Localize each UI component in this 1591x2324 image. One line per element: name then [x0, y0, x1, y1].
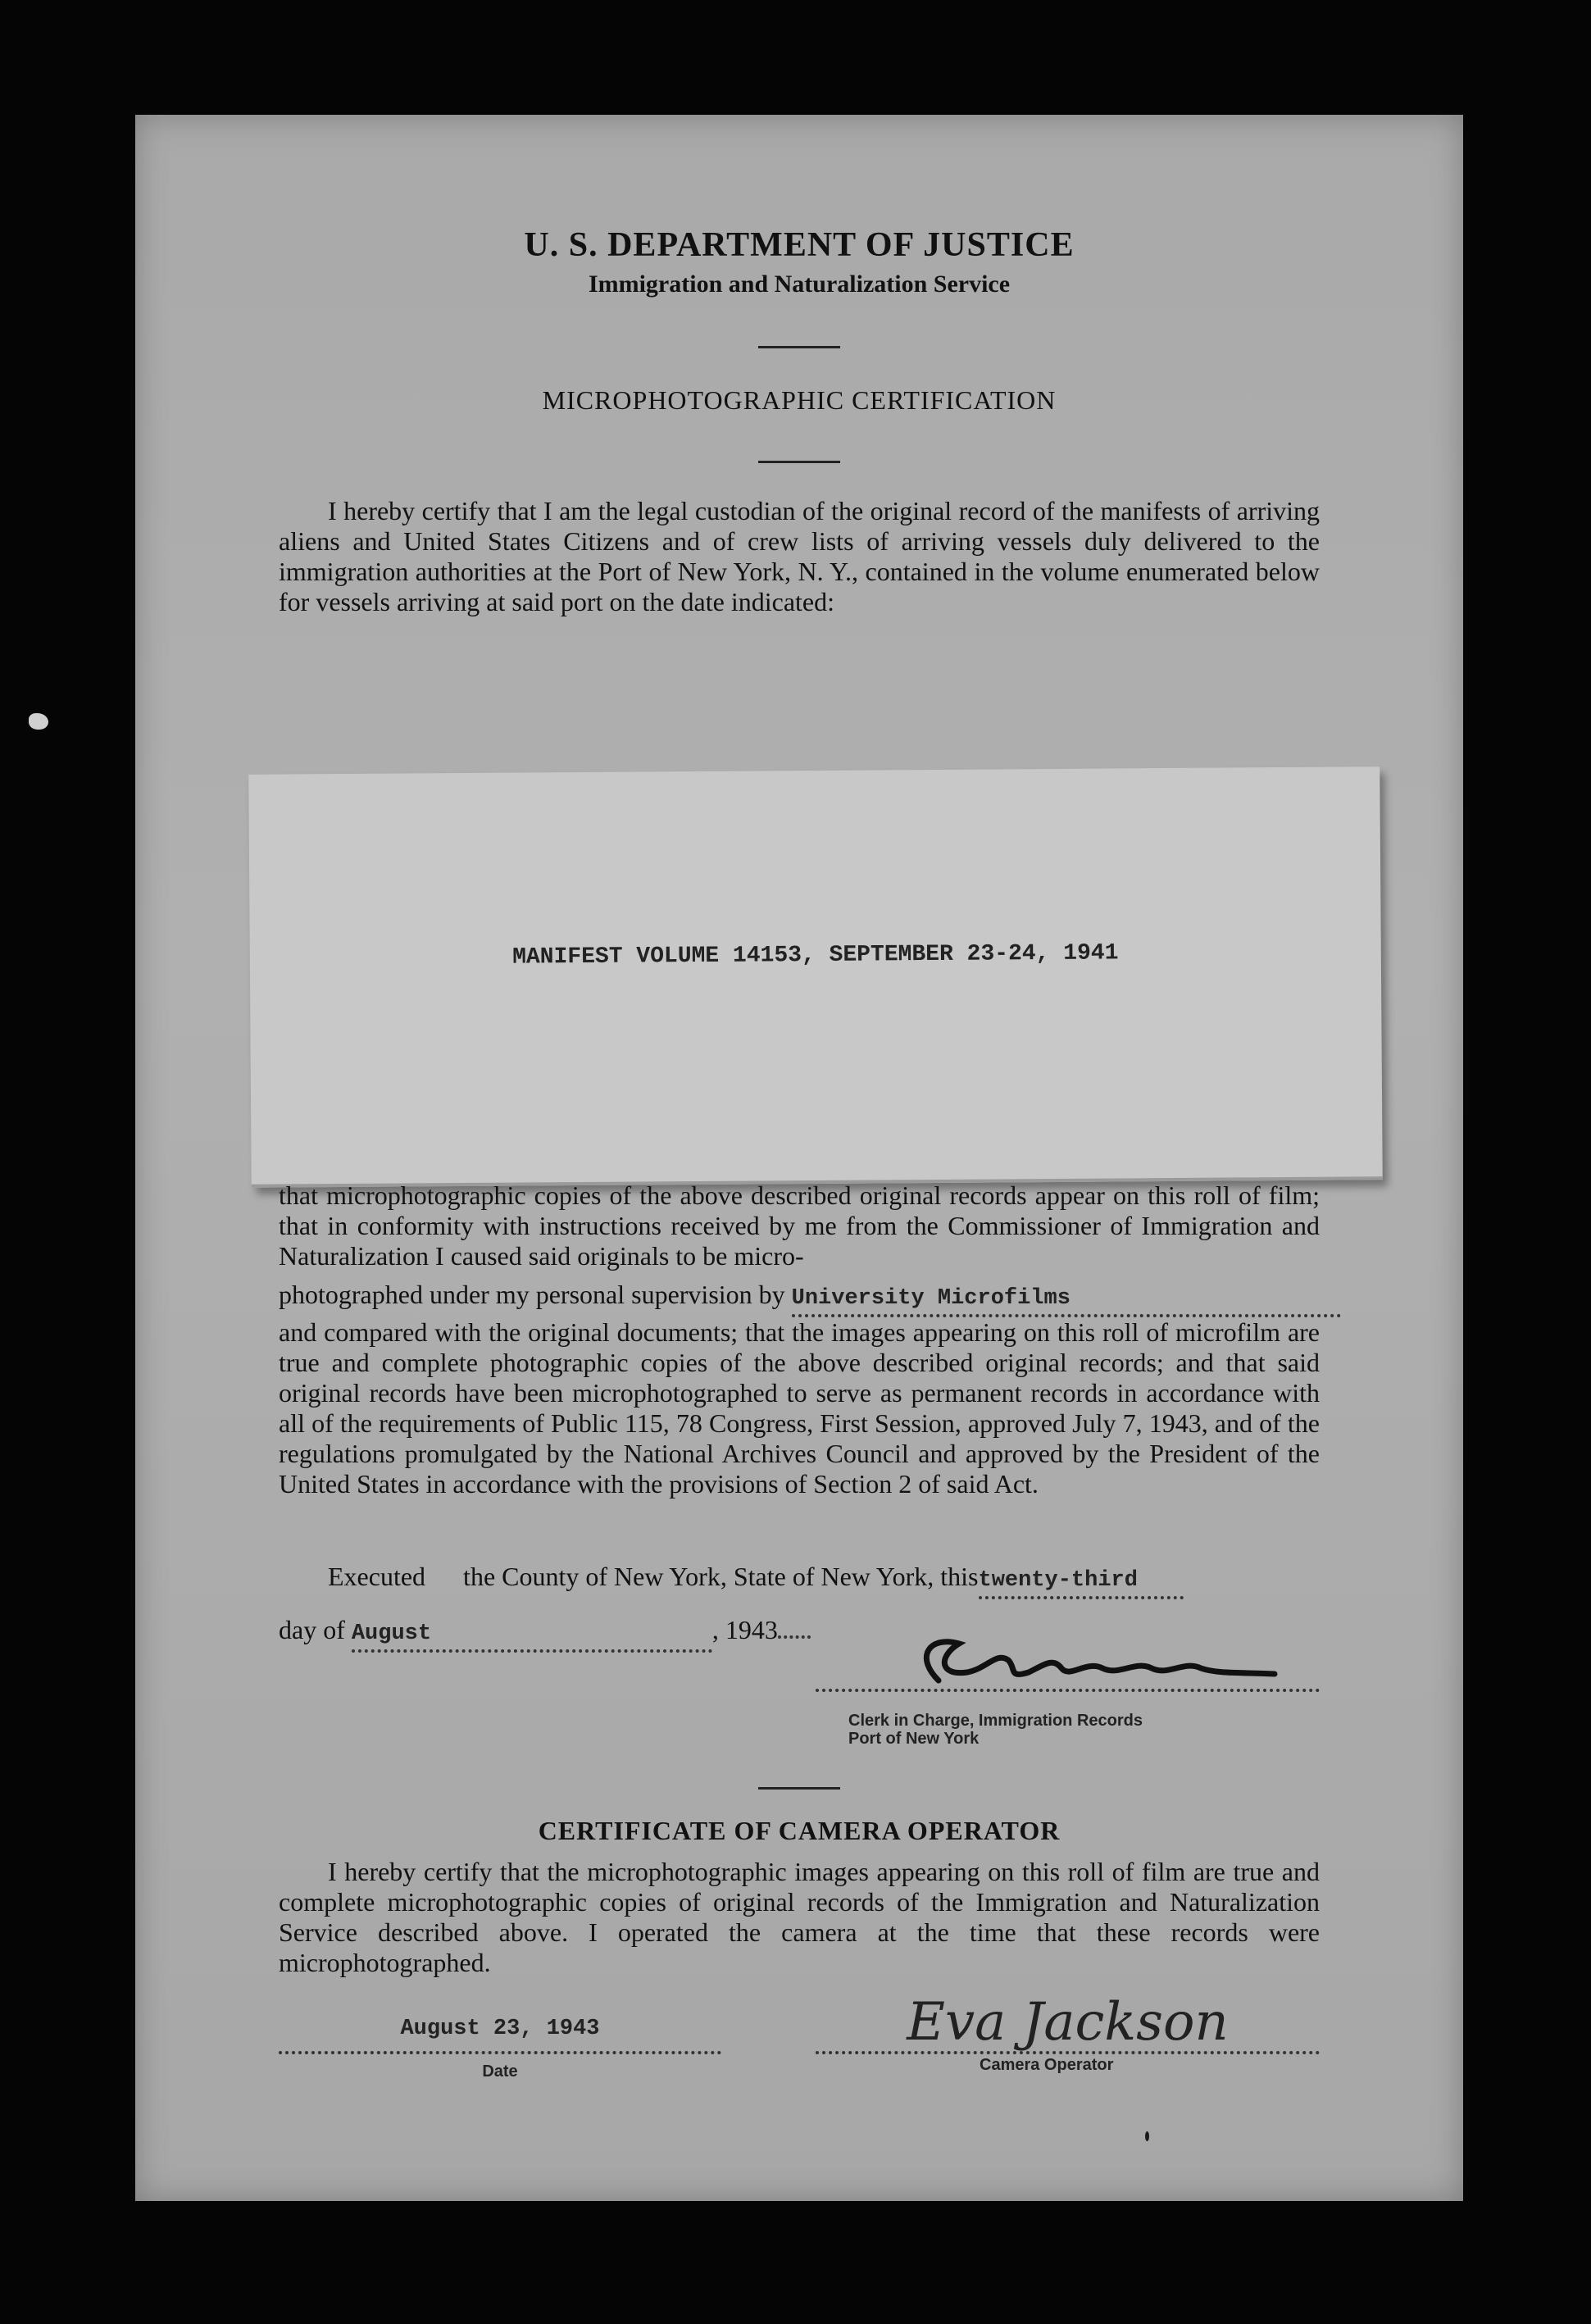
clerk-signature-line: [816, 1623, 1320, 1692]
day-value: twenty-third: [978, 1568, 1138, 1593]
divider-rule: [758, 1787, 840, 1790]
camera-certificate-paragraph: I hereby certify that the microphotographic images appearing on this roll of film are true and complete microphotographic copies of original records of the Immigration and Naturalization Service described above. I operated the camera at the time that these records were microphotographed.: [279, 1857, 1320, 1977]
month-value: August: [351, 1621, 432, 1646]
speck-mark: [1145, 2131, 1149, 2141]
clerk-title: Clerk in Charge, Immigration Records: [848, 1712, 1143, 1730]
month-field: [352, 1615, 712, 1653]
operator-signature-field: [816, 1994, 1320, 2054]
clerk-port: Port of New York: [848, 1730, 980, 1748]
clerk-signature: [816, 1623, 1320, 1689]
divider-rule: [758, 346, 840, 348]
body-paragraph: [279, 1180, 1320, 1499]
body-paragraph-b: and compared with the original documents; that the images appearing on this roll of microfilm are true and complete photographic copies of the above described original records; and that said original records have been microphotographed to serve as permanent records in accordance with all of the requirements of Public 115, 78 Congress, First Session, approved July 7, 1943, and of the regulations promulgated by the National Archives Council and approved by the President of the United States in accordance with the provisions of Section 2 of said Act.: [279, 1317, 1320, 1499]
service-subheading: Immigration and Naturalization Service: [588, 271, 1011, 298]
operator-signature: Eva Jackson: [907, 1992, 1229, 2053]
executed-prefix: Executed: [328, 1562, 426, 1591]
camera-certificate-title: CERTIFICATE OF CAMERA OPERATOR: [538, 1816, 1061, 1845]
day-field: [979, 1562, 1184, 1599]
date-label: Date: [482, 2062, 518, 2081]
executed-middle: the County of New York, State of New York, this: [463, 1562, 979, 1591]
manifest-insert-card: [248, 766, 1382, 1188]
operator-label: Camera Operator: [980, 2056, 1114, 2074]
executed-line: [328, 1562, 1320, 1599]
certification-title: MICROPHOTOGRAPHIC CERTIFICATION: [542, 385, 1057, 415]
manifest-volume-text: MANIFEST VOLUME 14153, SEPTEMBER 23-24, 1941: [512, 940, 1119, 971]
body-paragraph-a: that microphotographic copies of the above described original records appear on this roll of film; that in conformity with instructions received by me from the Commissioner of Immigration and Naturalization I caused said originals to be micro-: [279, 1180, 1320, 1271]
date-value: August 23, 1943: [400, 2017, 600, 2041]
certificate-sheet: [135, 115, 1463, 2201]
supervision-prefix: photographed under my personal supervision by: [279, 1280, 785, 1309]
supervisor-value: University Microfilms: [791, 1286, 1071, 1311]
film-dust-speck: [29, 713, 48, 730]
supervision-line: [279, 1280, 1320, 1317]
clerk-caption: [848, 1712, 1143, 1748]
divider-rule: [758, 461, 840, 463]
intro-paragraph: I hereby certify that I am the legal custodian of the original record of the manifests of arriving aliens and United States Citizens and of crew lists of arriving vessels duly delivered to the immigration authorities at the Port of New York, N. Y., contained in the volume enumerated below for vessels arriving at said port on the date indicated:: [279, 496, 1320, 616]
department-heading: U. S. DEPARTMENT OF JUSTICE: [524, 226, 1075, 264]
day-of-label: day of: [279, 1615, 345, 1644]
supervisor-field: [792, 1280, 1341, 1317]
date-field: [279, 2017, 721, 2054]
year-value: , 1943: [711, 1615, 778, 1644]
